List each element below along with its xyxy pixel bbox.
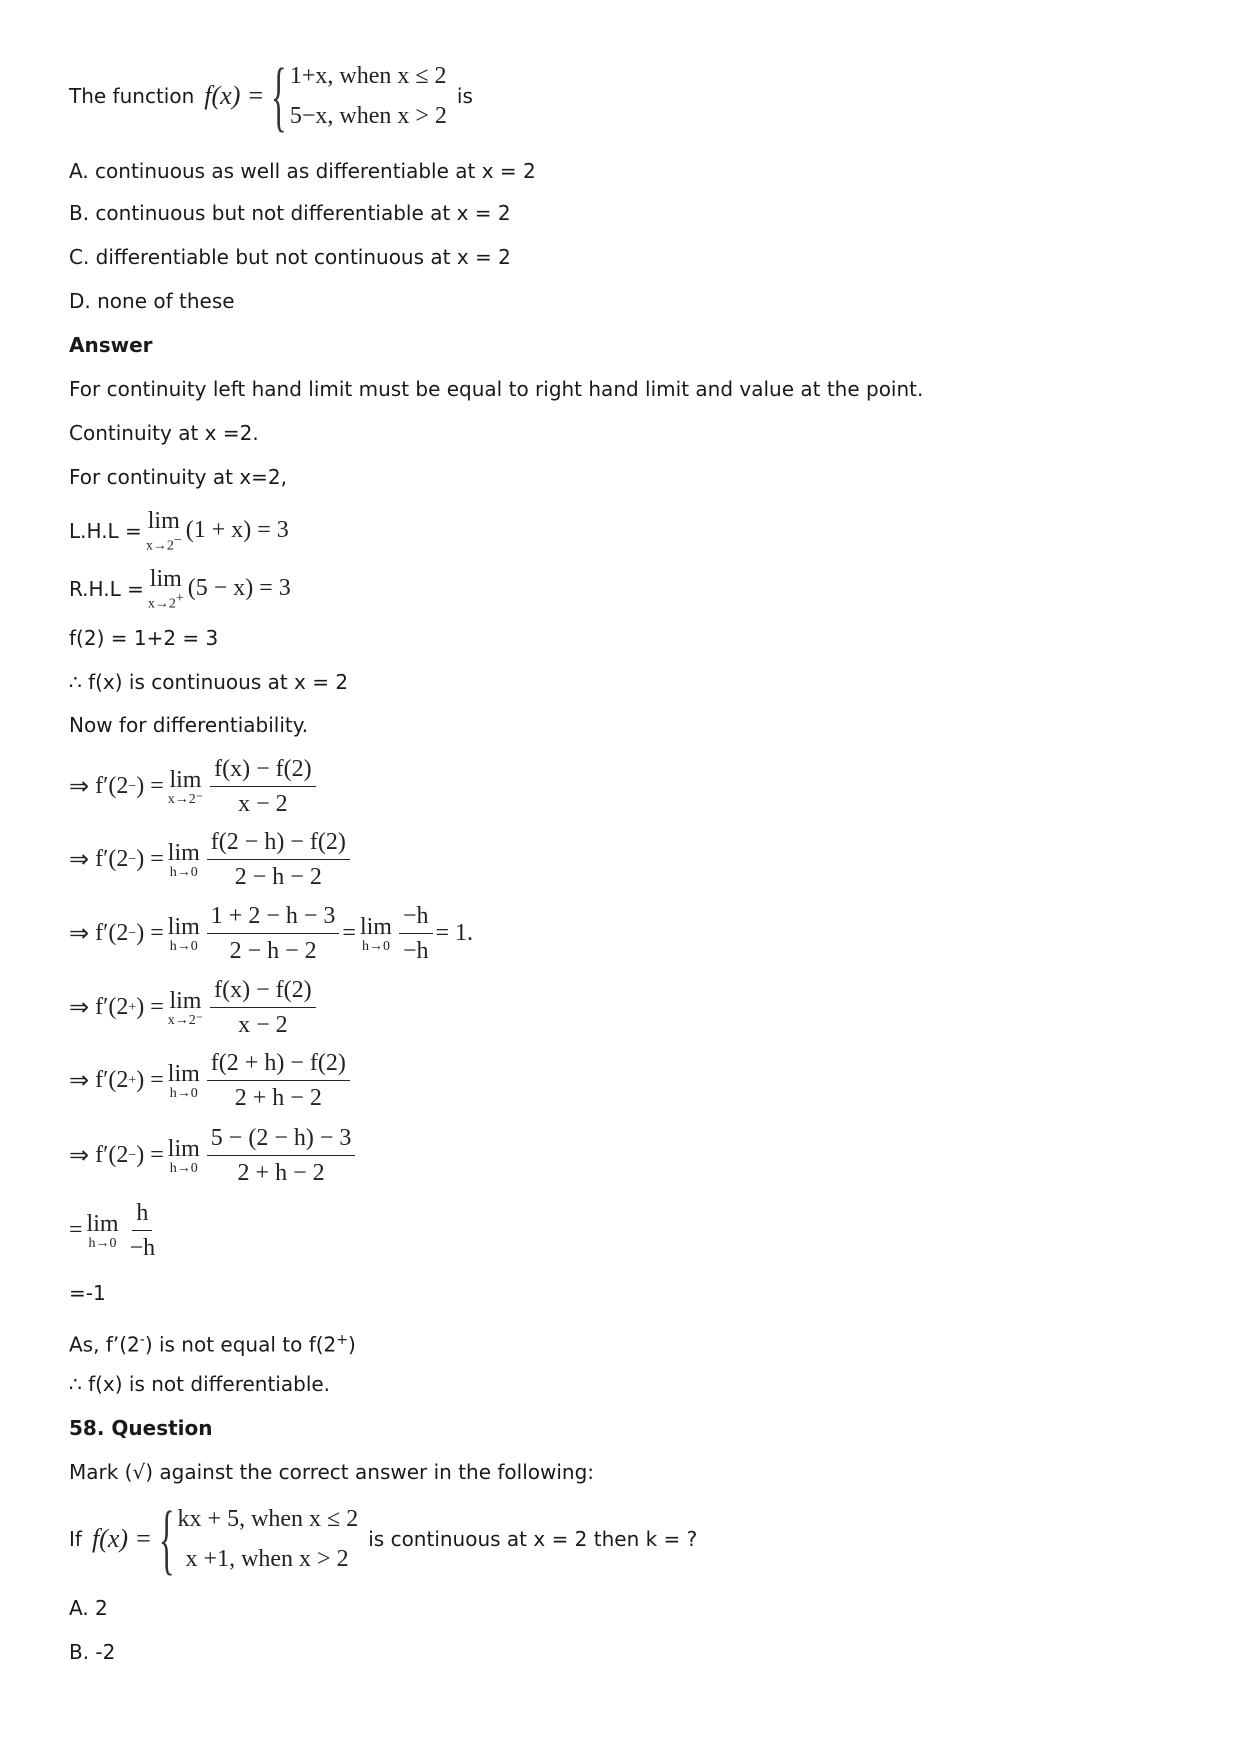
derivation-step-3 <box>69 901 473 966</box>
derivative-result: =-1 <box>69 1281 106 1305</box>
q58-function-lhs: f(x) = <box>91 1524 153 1553</box>
numerator: f(2 − h) − f(2) <box>207 827 350 860</box>
q57-function-lhs: f(x) = <box>204 81 265 110</box>
denominator: x − 2 <box>238 791 288 817</box>
side-sign: − <box>128 1147 137 1163</box>
lhl-label: L.H.L = <box>69 518 142 543</box>
f-of-2: f(2) = 1+2 = 3 <box>69 626 219 650</box>
numerator: f(2 + h) − f(2) <box>207 1048 350 1081</box>
lim-subscript: h→0 <box>169 1160 198 1176</box>
option-a: A. continuous as well as differentiable at x = 2 <box>69 159 536 183</box>
lim-word: lim <box>359 913 392 940</box>
denominator: 2 − h − 2 <box>229 938 317 964</box>
limit <box>168 914 200 954</box>
q58-stem-suffix: is continuous at x = 2 then k = ? <box>368 1527 698 1551</box>
lhl-expression: (1 + x) = 3 <box>185 517 289 544</box>
derivative-close: ) = <box>136 920 164 946</box>
comparison-middle: ) is not equal to f(2 <box>144 1332 337 1357</box>
q57-piecewise <box>264 52 447 139</box>
derivative-close: ) = <box>136 1142 164 1168</box>
derivative-lhs: f′(2 <box>95 773 129 799</box>
lim-subscript: x→2⁻ <box>167 791 204 807</box>
rhl-expression: (5 − x) = 3 <box>187 575 291 602</box>
fraction <box>207 1123 356 1188</box>
derivation-step-4 <box>69 975 319 1040</box>
continuous-conclusion: ∴ f(x) is continuous at x = 2 <box>69 670 349 694</box>
right-sign: + <box>336 1332 349 1348</box>
q58-if: If <box>69 1527 82 1551</box>
derivative-lhs: f′(2 <box>95 1067 129 1093</box>
q58-stem <box>69 1495 698 1582</box>
option-b: B. continuous but not differentiable at x = 2 <box>69 201 511 225</box>
lim-subscript: h→0 <box>169 938 198 954</box>
lim-word: lim <box>147 508 180 534</box>
brace-glyph: { <box>158 1495 175 1582</box>
derivation-step-6 <box>69 1123 358 1188</box>
derivative-lhs: f′(2 <box>95 846 129 872</box>
limit <box>168 840 200 880</box>
lim-word: lim <box>169 987 202 1014</box>
lim-subscript: h→0 <box>169 864 198 880</box>
fraction <box>210 754 316 819</box>
implies-symbol: ⇒ <box>69 995 90 1021</box>
fraction <box>207 901 340 966</box>
derivative-close: ) = <box>136 994 164 1020</box>
denominator: 2 + h − 2 <box>237 1160 325 1186</box>
lim-word: lim <box>167 1135 200 1162</box>
lim-subscript: x→2 <box>145 538 174 554</box>
equals-sign: = <box>69 1217 83 1243</box>
implies-symbol: ⇒ <box>69 774 90 800</box>
derivation-step-2 <box>69 827 353 892</box>
q57-case-1: 1+x, when x ≤ 2 <box>289 63 447 89</box>
numerator: h <box>132 1198 152 1231</box>
q57-case-2: 5−x, when x > 2 <box>289 103 447 129</box>
numerator: f(x) − f(2) <box>210 975 316 1008</box>
lim-subscript: h→0 <box>88 1235 117 1251</box>
implies-symbol: ⇒ <box>69 1143 90 1169</box>
answer-heading: Answer <box>69 333 153 357</box>
fraction <box>399 901 433 966</box>
q58-piecewise <box>152 1495 359 1582</box>
implies-symbol: ⇒ <box>69 921 90 947</box>
lim-word: lim <box>169 766 202 793</box>
derivation-step-1 <box>69 754 319 819</box>
implies-symbol: ⇒ <box>69 1068 90 1094</box>
lim-word: lim <box>149 566 182 592</box>
fraction <box>207 827 350 892</box>
q57-stem-prefix: The function <box>69 84 195 108</box>
derivative-lhs: f′(2 <box>95 920 129 946</box>
not-differentiable-conclusion: ∴ f(x) is not differentiable. <box>69 1372 331 1396</box>
limit <box>360 914 392 954</box>
question-58-instruction: Mark (√) against the correct answer in the following: <box>69 1460 595 1484</box>
denominator: −h <box>129 1235 156 1261</box>
continuity-at: Continuity at x =2. <box>69 421 259 445</box>
side-sign: − <box>128 851 137 867</box>
lim-side: − <box>173 533 182 548</box>
lim-side: + <box>175 591 184 606</box>
denominator: −h <box>402 938 429 964</box>
limit <box>168 1136 200 1176</box>
derivative-close: ) = <box>136 846 164 872</box>
side-sign: + <box>128 1072 137 1088</box>
q57-stem <box>69 52 473 139</box>
q57-stem-suffix: is <box>456 84 473 108</box>
implies-symbol: ⇒ <box>69 847 90 873</box>
lhl-line <box>69 508 289 554</box>
q58-option-a: A. 2 <box>69 1596 108 1620</box>
derivation-step-7 <box>69 1198 162 1263</box>
lim-subscript: x→2⁻ <box>167 1012 204 1028</box>
side-sign: − <box>128 925 137 941</box>
denominator: 2 + h − 2 <box>234 1085 322 1111</box>
now-differentiability: Now for differentiability. <box>69 713 309 737</box>
q58-case-1: kx + 5, when x ≤ 2 <box>177 1506 359 1532</box>
denominator: 2 − h − 2 <box>234 864 322 890</box>
derivative-close: ) = <box>136 1067 164 1093</box>
lim-word: lim <box>167 839 200 866</box>
brace-glyph: { <box>271 52 287 139</box>
derivation-step-5 <box>69 1048 353 1113</box>
side-sign: − <box>128 778 137 794</box>
fraction <box>207 1048 350 1113</box>
equals-sign: = <box>342 920 356 946</box>
q58-option-b: B. -2 <box>69 1640 116 1664</box>
lim-word: lim <box>167 1060 200 1087</box>
q58-case-2: x +1, when x > 2 <box>185 1546 349 1572</box>
numerator: −h <box>399 901 433 934</box>
rhl-line <box>69 566 291 612</box>
comparison-prefix: As, f’(2 <box>69 1332 140 1357</box>
limit <box>168 1061 200 1101</box>
comparison-line <box>69 1328 356 1357</box>
for-continuity: For continuity at x=2, <box>69 465 287 489</box>
rhl-limit <box>148 566 184 612</box>
comparison-end: ) <box>348 1332 356 1357</box>
rhl-label: R.H.L = <box>69 576 144 601</box>
limit <box>168 767 203 807</box>
side-sign: + <box>128 999 137 1015</box>
numerator: 1 + 2 − h − 3 <box>207 901 340 934</box>
left-sign: - <box>139 1332 145 1348</box>
derivative-close: ) = <box>136 773 164 799</box>
lim-subscript: h→0 <box>169 1085 198 1101</box>
derivative-lhs: f′(2 <box>95 1142 129 1168</box>
step-result: = 1. <box>435 920 474 946</box>
lim-subscript: h→0 <box>361 938 390 954</box>
question-58-heading: 58. Question <box>69 1416 213 1440</box>
numerator: f(x) − f(2) <box>210 754 316 787</box>
limit <box>87 1211 119 1251</box>
lim-word: lim <box>167 913 200 940</box>
lim-subscript: x→2 <box>147 596 176 612</box>
continuity-rule: For continuity left hand limit must be equal to right hand limit and value at the point. <box>69 377 924 401</box>
fraction <box>210 975 316 1040</box>
lim-word: lim <box>86 1210 119 1237</box>
lhl-limit <box>146 508 182 554</box>
option-d: D. none of these <box>69 289 235 313</box>
limit <box>168 988 203 1028</box>
fraction <box>126 1198 160 1263</box>
numerator: 5 − (2 − h) − 3 <box>207 1123 356 1156</box>
option-c: C. differentiable but not continuous at x = 2 <box>69 245 511 269</box>
denominator: x − 2 <box>238 1012 288 1038</box>
derivative-lhs: f′(2 <box>95 994 129 1020</box>
